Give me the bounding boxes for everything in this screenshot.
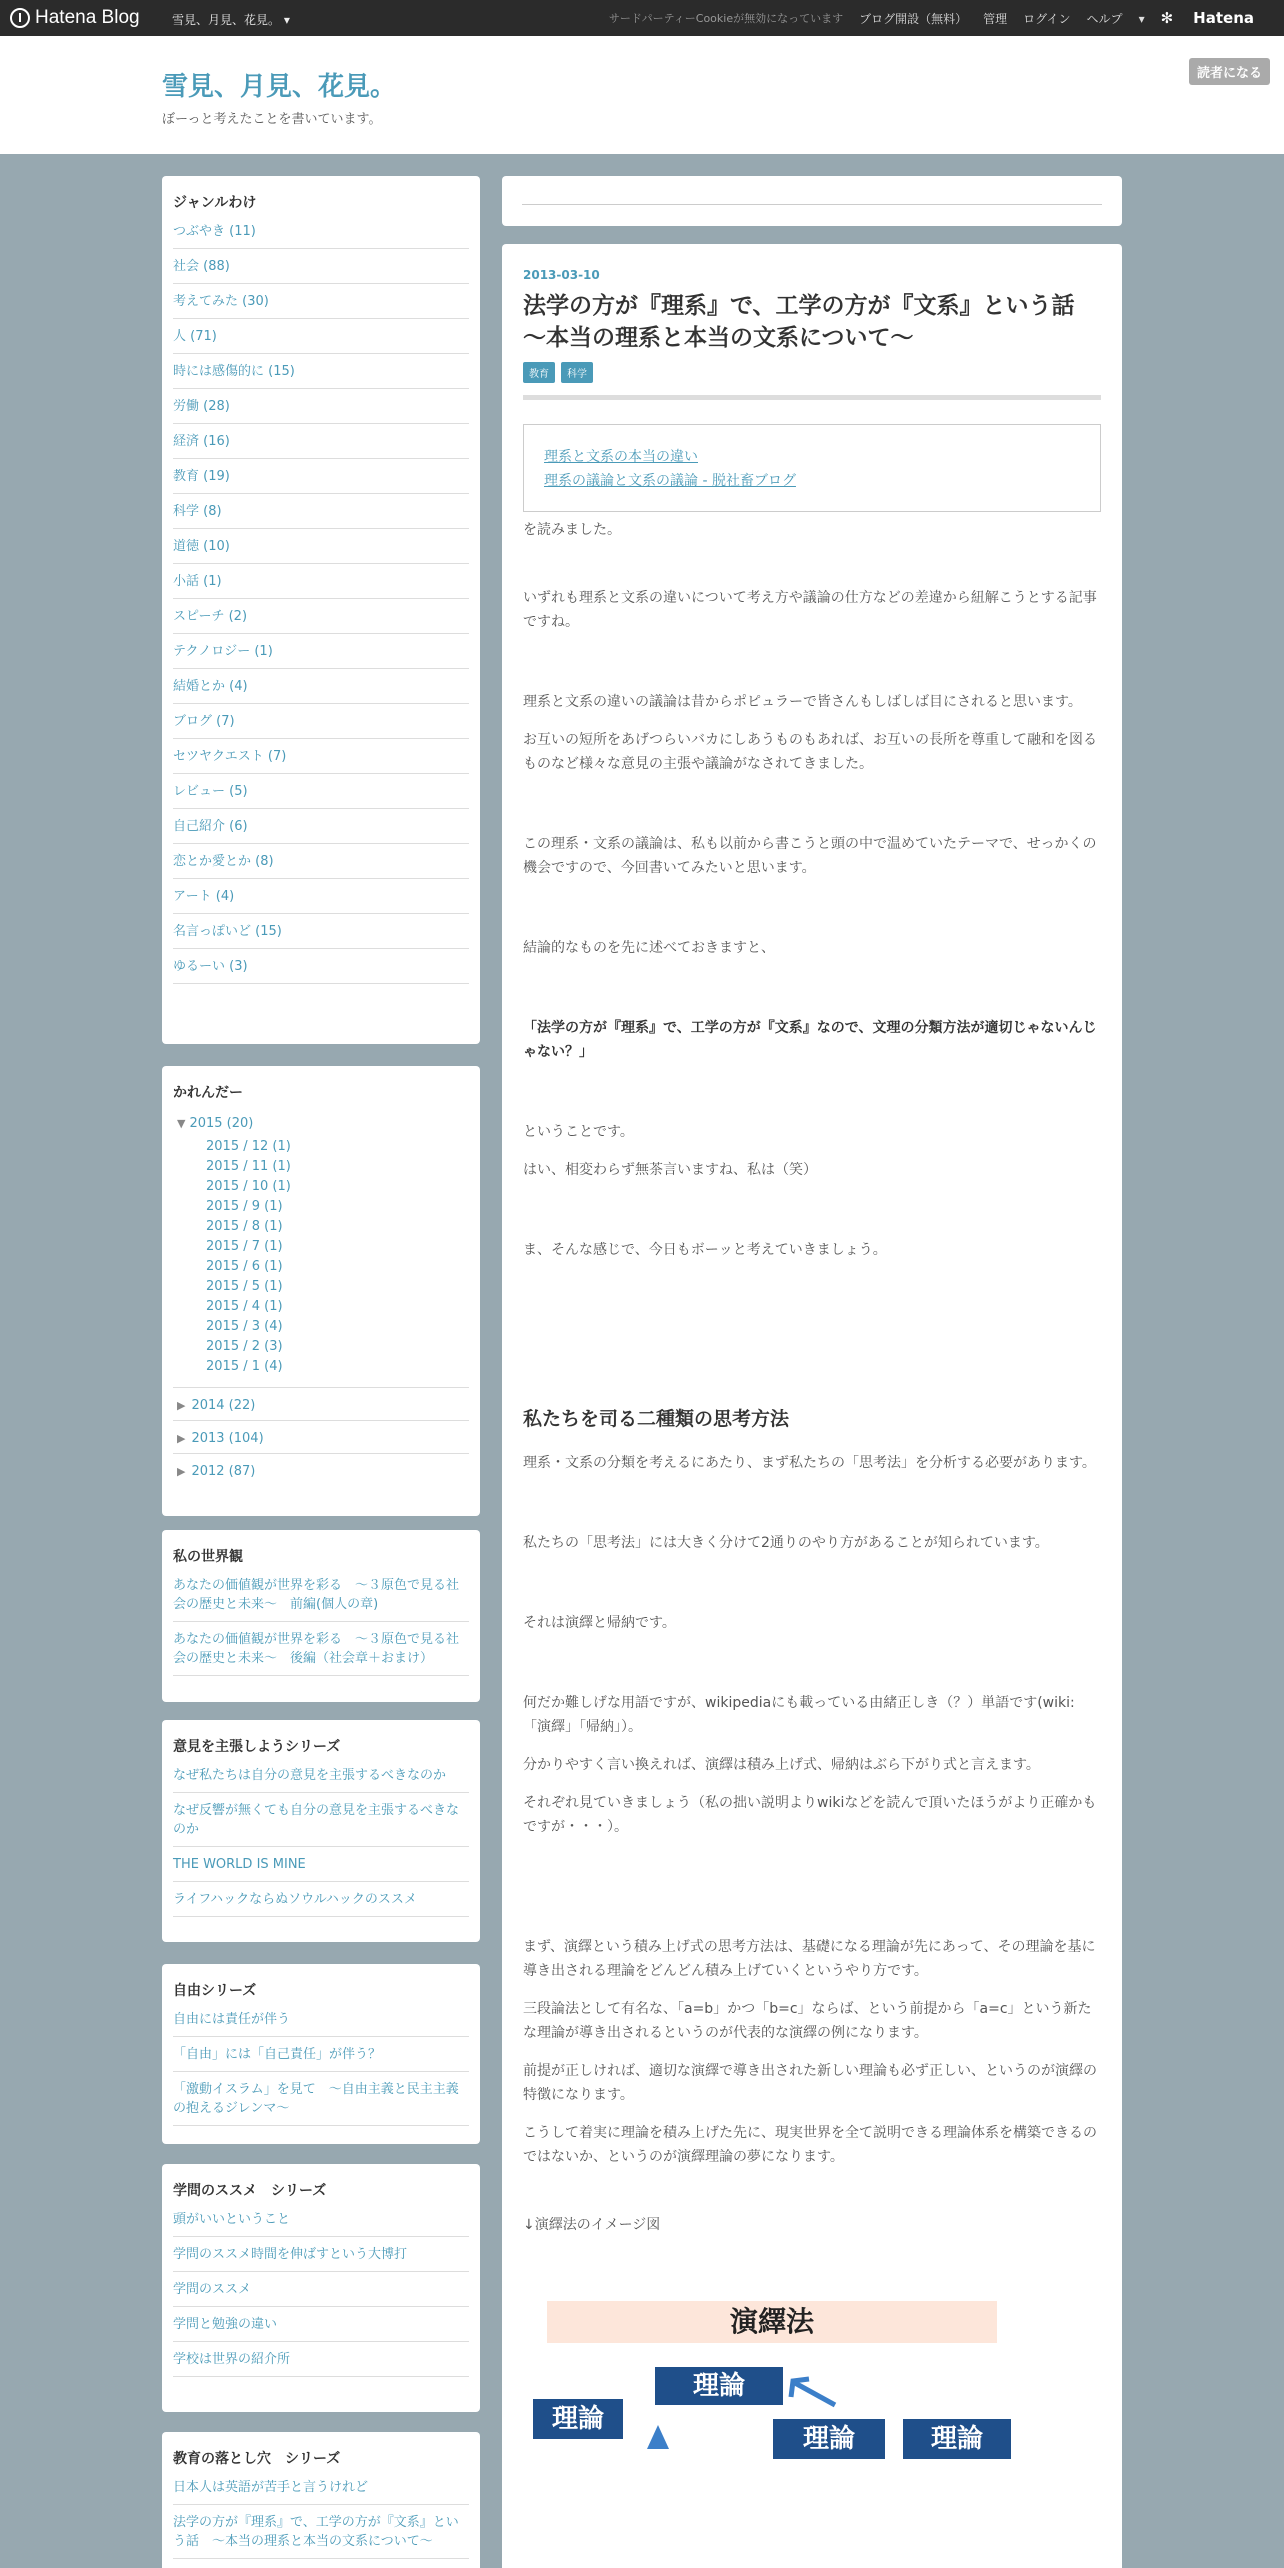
archive-month[interactable]: 2015 / 7 (1)	[206, 1239, 283, 1254]
archive-year[interactable]: ▶ 2012 (87)	[173, 1453, 469, 1486]
triangle-right-icon: ▶	[177, 1399, 186, 1412]
sidebar-link[interactable]: ゆるーい (3)	[173, 949, 469, 984]
sidebar-link[interactable]: ブログ (7)	[173, 704, 469, 739]
help-menu[interactable]: ヘルプ ▾	[1086, 11, 1145, 26]
archive-month[interactable]: 2015 / 2 (3)	[206, 1339, 283, 1354]
paragraph: はい、相変わらず無茶言いますね、私は（笑）	[523, 1162, 817, 1178]
paragraph: ↓演繹法のイメージ図	[523, 2217, 661, 2233]
diagram-node: 理論	[533, 2399, 623, 2439]
reference-link[interactable]: 理系と文系の本当の違い	[544, 449, 698, 465]
paragraph: 何だか難しげな用語ですが、wikipediaにも載っている由緒正しき（？）単語です(wiki:「演繹」「帰納」）。	[523, 1695, 1075, 1735]
sidebar-link[interactable]: レビュー (5)	[173, 774, 469, 809]
module-title: 私の世界観	[173, 1549, 243, 1565]
sidebar-link[interactable]: 結婚とか (4)	[173, 669, 469, 704]
sidebar-link[interactable]: 道徳 (10)	[173, 529, 469, 564]
admin-link[interactable]: 管理	[983, 11, 1008, 26]
archive-year[interactable]: ▶ 2013 (104)	[173, 1420, 469, 1453]
blog-description: ぼーっと考えたことを書いています。	[162, 112, 382, 127]
hatena-icon: ✻	[1160, 9, 1174, 27]
sidebar-link[interactable]: 「激動イスラム」を見て ～自由主義と民主主義の抱えるジレンマ～	[173, 2072, 469, 2126]
freedom-list	[173, 2010, 469, 2126]
paragraph: お互いの短所をあげつらいバカにしあうものもあれば、お互いの長所を尊重して融和を図るものなど様々な意見の主張や議論がなされてきました。	[523, 732, 1097, 772]
category-badge[interactable]: 科学	[561, 362, 593, 383]
module-title: かれんだー	[173, 1085, 243, 1101]
archive-month[interactable]: 2015 / 4 (1)	[206, 1299, 283, 1314]
sidebar-link[interactable]: つぶやき (11)	[173, 222, 469, 249]
sidebar-link[interactable]: なぜ私たちは自分の意見を主張するべきなのか	[173, 1766, 469, 1793]
sidebar-link[interactable]: スピーチ (2)	[173, 599, 469, 634]
hatena-blog-icon	[10, 8, 30, 28]
top-module	[502, 176, 1122, 226]
paragraph: ということです。	[523, 1124, 634, 1140]
sidebar-link[interactable]: 考えてみた (30)	[173, 284, 469, 319]
sidebar-link[interactable]: 法学の方が『理系』で、工学の方が『文系』という話 ～本当の理系と本当の文系について～	[173, 2505, 469, 2559]
triangle-down-icon: ▼	[177, 1117, 186, 1130]
module-title: 教育の落とし穴 シリーズ	[173, 2451, 341, 2467]
archive-month[interactable]: 2015 / 6 (1)	[206, 1259, 283, 1274]
world-list	[173, 1576, 469, 1676]
sidebar-link[interactable]: 名言っぽいど (15)	[173, 914, 469, 949]
archive-year-2015[interactable]: ▼ 2015 (20)	[177, 1116, 254, 1131]
triangle-right-icon: ▶	[177, 1465, 186, 1478]
archive-month[interactable]: 2015 / 9 (1)	[206, 1199, 283, 1214]
archive-month[interactable]: 2015 / 8 (1)	[206, 1219, 283, 1234]
sidebar-link[interactable]: 学校は世界の紹介所	[173, 2342, 469, 2377]
entry-date[interactable]: 2013-03-10	[523, 268, 600, 282]
diagram-node: 理論	[655, 2367, 783, 2405]
genre-module	[162, 176, 480, 1044]
archive-month[interactable]: 2015 / 3 (4)	[206, 1319, 283, 1334]
paragraph: 前提が正しければ、適切な演繹で導き出された新しい理論も必ず正しい、というのが演繹の特徴になります。	[523, 2063, 1097, 2103]
education-series-module	[162, 2432, 480, 2568]
entry	[502, 244, 1122, 2568]
paragraph: それぞれ見ていきましょう（私の拙い説明よりwikiなどを読んで頂いたほうがより正確かもですが・・・）。	[523, 1795, 1097, 1835]
entry-categories	[523, 362, 1101, 383]
login-link[interactable]: ログイン	[1023, 11, 1071, 26]
arrow-icon	[783, 2371, 843, 2411]
paragraph: 結論的なものを先に述べておきますと、	[523, 940, 775, 956]
divider	[522, 204, 1102, 205]
sidebar-link[interactable]: 日本人は英語が苦手と言うけれど	[173, 2478, 469, 2505]
education-list	[173, 2478, 469, 2559]
blog-title[interactable]: 雪見、月見、花見。	[162, 72, 397, 102]
opinion-list	[173, 1766, 469, 1917]
sidebar-link[interactable]: 教育 (19)	[173, 459, 469, 494]
paragraph: いずれも理系と文系の違いについて考え方や議論の仕方などの差違から紐解こうとする記事ですね。	[523, 590, 1097, 630]
paragraph: を読みました。	[523, 522, 621, 538]
section-heading: 私たちを司る二種類の思考方法	[523, 1408, 790, 1430]
sidebar-link[interactable]: 自己紹介 (6)	[173, 809, 469, 844]
archive-month[interactable]: 2015 / 11 (1)	[206, 1159, 291, 1174]
sidebar-link[interactable]: 学問と勉強の違い	[173, 2307, 469, 2342]
module-title: 学問のススメ シリーズ	[173, 2183, 327, 2199]
sidebar-link[interactable]: THE WORLD IS MINE	[173, 1847, 469, 1882]
paragraph: 私たちの「思考法」には大きく分けて2通りのやり方があることが知られています。	[523, 1535, 1049, 1551]
hatena-blog-logo[interactable]: Hatena Blog	[10, 7, 140, 29]
start-blog-link[interactable]: ブログ開設（無料）	[859, 11, 968, 26]
archive-month[interactable]: 2015 / 12 (1)	[206, 1139, 291, 1154]
paragraph: 理系・文系の分類を考えるにあたり、まず私たちの「思考法」を分析する必要があります。	[523, 1455, 1096, 1471]
genre-list	[173, 222, 469, 984]
archive-year[interactable]: ▶ 2014 (22)	[173, 1387, 469, 1420]
opinion-series-module	[162, 1720, 480, 1942]
cookie-notice: サードパーティーCookieが無効になっています	[608, 12, 844, 25]
category-badge[interactable]: 教育	[523, 362, 555, 383]
sidebar-link[interactable]: アート (4)	[173, 879, 469, 914]
year-list	[173, 1387, 469, 1486]
paragraph: 理系と文系の違いの議論は昔からポピュラーで皆さんもしばしば目にされると思います。	[523, 694, 1082, 710]
paragraph: こうして着実に理論を積み上げた先に、現実世界を全て説明できる理論体系を構築できるのではないか、というのが演繹理論の夢になります。	[523, 2125, 1097, 2165]
hatena-logo[interactable]: ✻ Hatena	[1160, 9, 1254, 27]
archive-month[interactable]: 2015 / 5 (1)	[206, 1279, 283, 1294]
month-list	[173, 1137, 469, 1377]
archive-month[interactable]: 2015 / 1 (4)	[206, 1359, 283, 1374]
paragraph: 三段論法として有名な、「a=b」かつ「b=c」ならば、という前提から「a=c」という新たな理論が導き出されるというのが代表的な演繹の例になります。	[523, 2001, 1092, 2041]
diagram-title: 演繹法	[547, 2301, 997, 2343]
learning-series-module	[162, 2164, 480, 2412]
blog-header	[0, 36, 1284, 154]
conclusion-statement: 「法学の方が『理系』で、工学の方が『文系』なので、文理の分類方法が適切じゃないんじゃない？」	[523, 1020, 1097, 1060]
reference-link[interactable]: 理系の議論と文系の議論 - 脱社畜ブログ	[544, 473, 796, 489]
global-header	[0, 0, 1284, 36]
archive-month[interactable]: 2015 / 10 (1)	[206, 1179, 291, 1194]
module-title: 意見を主張しようシリーズ	[173, 1739, 341, 1755]
sidebar-link[interactable]: 頭がいいということ	[173, 2210, 469, 2237]
paragraph: この理系・文系の議論は、私も以前から書こうと頭の中で温めていたテーマで、せっかくの機会ですので、今回書いてみたいと思います。	[523, 836, 1097, 876]
entry-body	[523, 518, 1101, 2501]
sidebar-link[interactable]: 社会 (88)	[173, 249, 469, 284]
referenced-links	[523, 424, 1101, 512]
deduction-diagram	[523, 2301, 1101, 2501]
diagram-node: 理論	[773, 2419, 885, 2459]
triangle-right-icon: ▶	[177, 1432, 186, 1445]
sidebar-link[interactable]: 科学 (8)	[173, 494, 469, 529]
freedom-series-module	[162, 1964, 480, 2144]
module-title: 自由シリーズ	[173, 1983, 257, 1999]
caret-down-icon: ▾	[283, 13, 290, 27]
world-module	[162, 1530, 480, 1702]
arrow-up-icon	[643, 2421, 673, 2451]
sidebar-link[interactable]: 人 (71)	[173, 319, 469, 354]
sidebar-link[interactable]: 学問のススメ時間を伸ばすという大博打	[173, 2237, 469, 2272]
sidebar-link[interactable]: あなたの価値観が世界を彩る ～３原色で見る社会の歴史と未来～ 前編(個人の章)	[173, 1576, 469, 1622]
paragraph: それは演繹と帰納です。	[523, 1615, 676, 1631]
sidebar-link[interactable]: 学問のススメ	[173, 2272, 469, 2307]
diagram-node: 理論	[903, 2419, 1011, 2459]
entry-title[interactable]: 法学の方が『理系』で、工学の方が『文系』という話 ～本当の理系と本当の文系について～	[523, 293, 1098, 351]
module-title: ジャンルわけ	[173, 195, 257, 211]
sidebar-link[interactable]: テクノロジー (1)	[173, 634, 469, 669]
sidebar-link[interactable]: 時には感傷的に (15)	[173, 354, 469, 389]
paragraph: まず、演繹という積み上げ式の思考方法は、基礎になる理論が先にあって、その理論を基に導き出される理論をどんどん積み上げていくというやり方です。	[523, 1939, 1096, 1979]
paragraph: ま、そんな感じで、今日もボーッと考えていきましょう。	[523, 1242, 887, 1258]
learning-list	[173, 2210, 469, 2377]
paragraph: 分かりやすく言い換えれば、演繹は積み上げ式、帰納はぶら下がり式と言えます。	[523, 1757, 1040, 1773]
sidebar-link[interactable]: あなたの価値観が世界を彩る ～３原色で見る社会の歴史と未来～ 後編（社会章＋おまけ）	[173, 1622, 469, 1676]
sidebar-link[interactable]: 労働 (28)	[173, 389, 469, 424]
calendar-module	[162, 1066, 480, 1516]
subscribe-button[interactable]: 読者になる	[1189, 58, 1270, 85]
sidebar-link[interactable]: 経済 (16)	[173, 424, 469, 459]
title-rule	[523, 395, 1101, 400]
blog-selector[interactable]: 雪見、月見、花見。 ▾	[172, 13, 290, 27]
sidebar-link[interactable]: 恋とか愛とか (8)	[173, 844, 469, 879]
sidebar-link[interactable]: なぜ反響が無くても自分の意見を主張するべきなのか	[173, 1793, 469, 1847]
sidebar-link[interactable]: ライフハックならぬソウルハックのススメ	[173, 1882, 469, 1917]
sidebar-link[interactable]: 小話 (1)	[173, 564, 469, 599]
sidebar-link[interactable]: セツヤクエスト (7)	[173, 739, 469, 774]
sidebar-link[interactable]: 「自由」には「自己責任」が伴う？	[173, 2037, 469, 2072]
sidebar-link[interactable]: 自由には責任が伴う	[173, 2010, 469, 2037]
